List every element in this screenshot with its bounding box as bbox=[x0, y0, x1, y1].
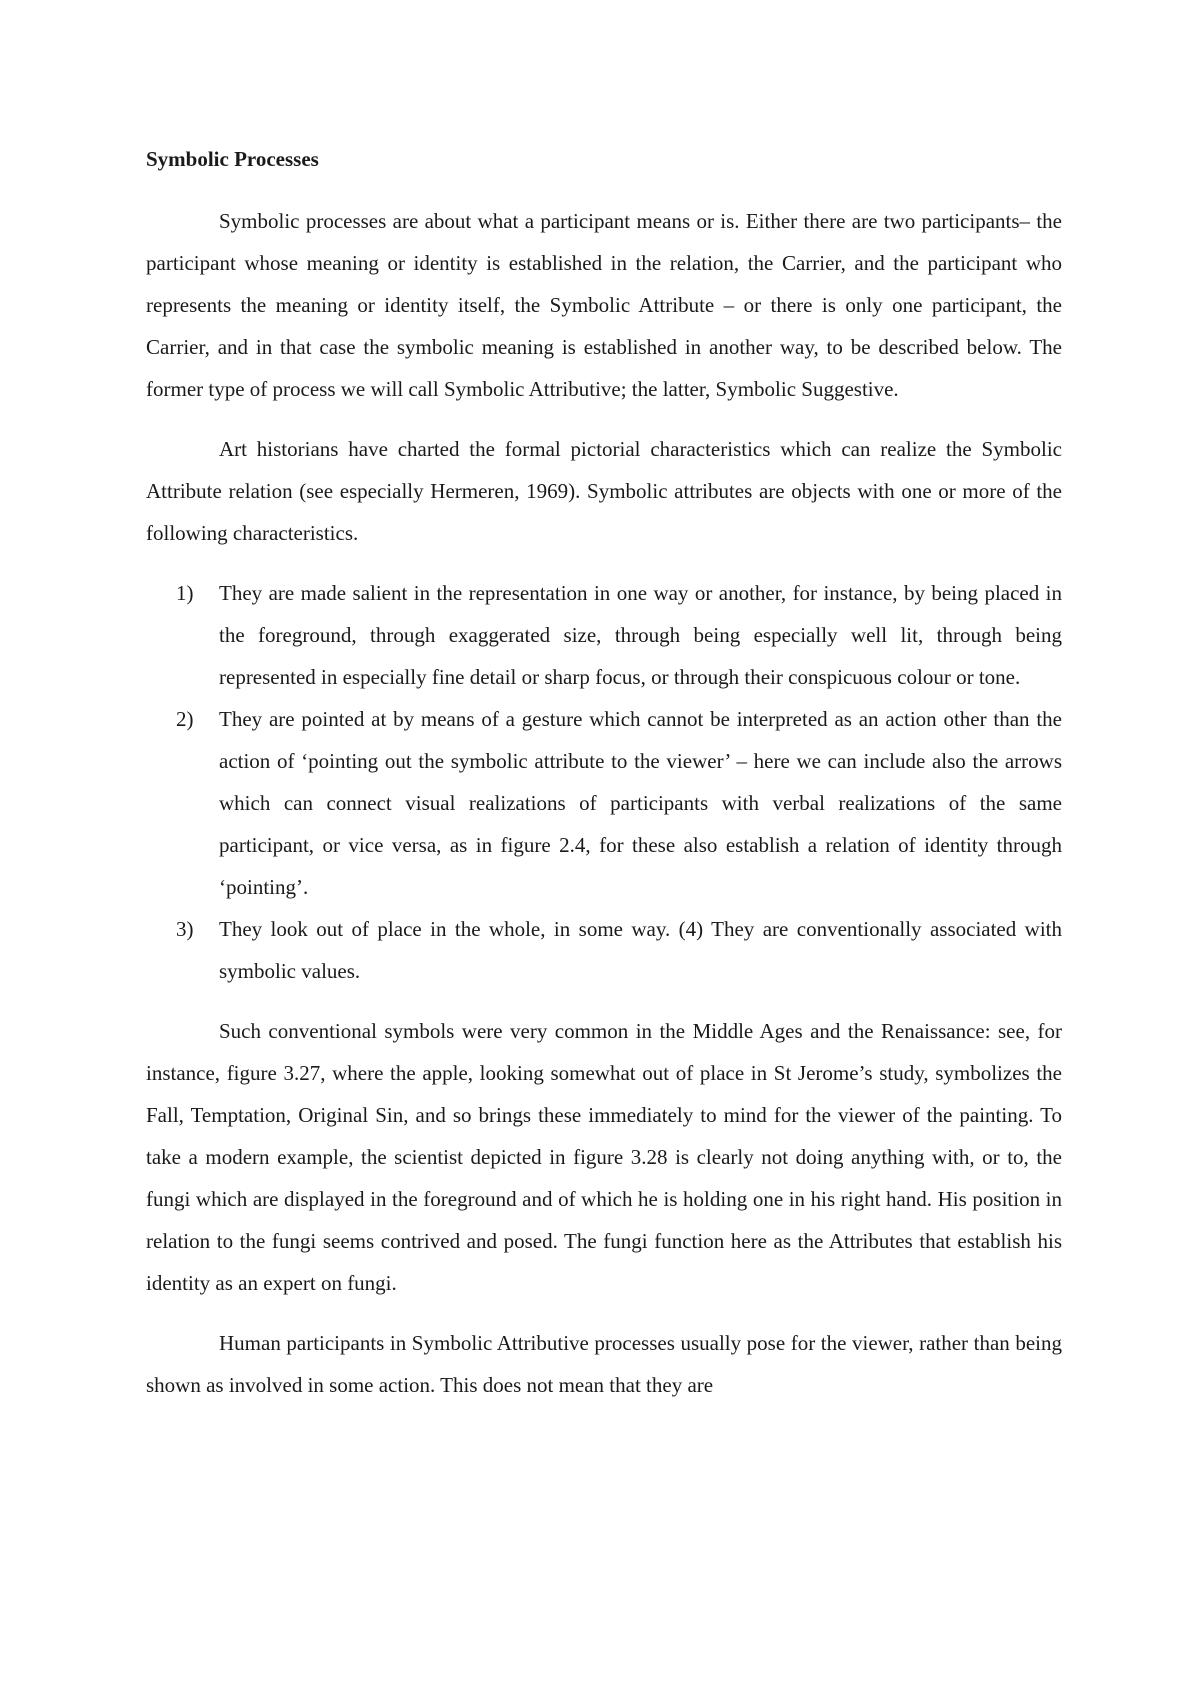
list-item bbox=[146, 908, 1062, 992]
document-body bbox=[146, 138, 1062, 1424]
paragraph-art-historians: Art historians have charted the formal pictorial characteristics which can realize the Symbolic Attribute relation (see especially Hermeren, 1969). Symbolic attributes are objects with one or more of the following characteristics. bbox=[146, 437, 1062, 545]
list-item bbox=[146, 698, 1062, 908]
list-item-number: 1) bbox=[176, 581, 194, 605]
list-item-text: They are pointed at by means of a gesture which cannot be interpreted as an action other than the action of ‘pointing out the symbolic attribute to the viewer’ – here we can include also the arrows which can connect visual realizations of participants with verbal realizations of the same participant, or vice versa, as in figure 2.4, for these also establish a relation of identity through ‘pointing’. bbox=[219, 707, 1062, 899]
paragraph-human-participants: Human participants in Symbolic Attributive processes usually pose for the viewer, rather than being shown as involved in some action. This does not mean that they are bbox=[146, 1331, 1062, 1397]
list-item-number: 2) bbox=[176, 707, 194, 731]
list-item-number: 3) bbox=[176, 917, 194, 941]
list-item bbox=[146, 572, 1062, 698]
paragraph-conventional-symbols: Such conventional symbols were very common in the Middle Ages and the Renaissance: see, for instance, figure 3.27, where the apple, looking somewhat out of place in St Jerome’s study, symbolizes the Fall, Temptation, Original Sin, and so brings these immediately to mind for the viewer of the painting. To take a modern example, the scientist depicted in figure 3.28 is clearly not doing anything with, or to, the fungi which are displayed in the foreground and of which he is holding one in his right hand. His position in relation to the fungi seems contrived and posed. The fungi function here as the Attributes that establish his identity as an expert on fungi. bbox=[146, 1019, 1062, 1295]
list-item-text: They are made salient in the representation in one way or another, for instance, by being placed in the foreground, through exaggerated size, through being especially well lit, through being represented in especially fine detail or sharp focus, or through their conspicuous colour or tone. bbox=[219, 581, 1062, 689]
paragraph-symbolic-processes: Symbolic processes are about what a participant means or is. Either there are two participants– the participant whose meaning or identity is established in the relation, the Carrier, and the participant who represents the meaning or identity itself, the Symbolic Attribute – or there is only one participant, the Carrier, and in that case the symbolic meaning is established in another way, to be described below. The former type of process we will call Symbolic Attributive; the latter, Symbolic Suggestive. bbox=[146, 209, 1062, 401]
characteristics-list bbox=[146, 572, 1062, 992]
list-item-text: They look out of place in the whole, in some way. (4) They are conventionally associated with symbolic values. bbox=[219, 917, 1062, 983]
section-heading: Symbolic Processes bbox=[146, 147, 319, 171]
